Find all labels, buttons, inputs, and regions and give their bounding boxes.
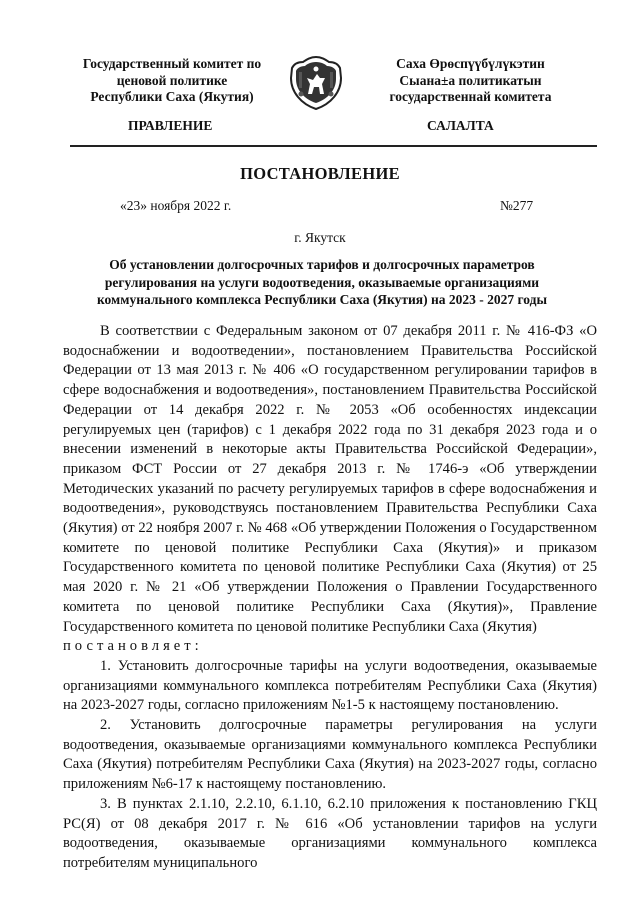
title-line-3: коммунального комплекса Республики Саха (Якутия) на 2023 - 2027 годы [96, 292, 548, 307]
header-divider [70, 145, 597, 147]
document-title [88, 256, 556, 309]
header-right-block [368, 56, 573, 106]
document-city: г. Якутск [294, 230, 346, 245]
header-right-line-2: Сыана±а политикатын [399, 72, 542, 88]
resolves-line [63, 637, 597, 657]
document-date: «23» ноября 2022 г. [120, 198, 232, 213]
header-left-line-1: Государственный комитет по [82, 56, 262, 71]
item-1-paragraph: 1. Установить долгосрочные тарифы на услуги водоотведения, оказываемые организациями коммунального комплекса потребителям Республики Саха (Якутия) на 2023-2027 годы, согласно приложениям №1-5 к настоящему постановлению. [63, 657, 597, 714]
item-2-paragraph: 2. Установить долгосрочные параметры регулирования на услуги водоотведения, оказываемые организациями коммунального комплекса Республики Саха (Якутия) потребителям Республики Саха (Якутия) на 2023-2027 годы, согласно приложениям №6-17 к настоящему постановлению. [63, 717, 597, 793]
coat-of-arms-icon [286, 54, 346, 112]
board-label-sakha: САЛАЛТА [427, 118, 494, 133]
board-label-ru: ПРАВЛЕНИЕ [128, 118, 213, 133]
title-line-2: регулирования на услуги водоотведения, оказываемые организациями [104, 274, 540, 290]
document-number: №277 [500, 198, 534, 213]
resolves-text: постановляет: [63, 638, 203, 655]
header-left-block [72, 56, 272, 106]
title-line-1: Об установлении долгосрочных тарифов и долгосрочных параметров [109, 257, 535, 272]
item-3-paragraph: 3. В пунктах 2.1.10, 2.2.10, 6.1.10, 6.2.10 приложения к постановлению ГКЦ РС(Я) от 08 декабря 2017 г. № 616 «Об установлении тарифов на услуги водоотведения, оказываемые организациями коммунального комплекса потребителям муниципального [63, 795, 597, 871]
document-type: ПОСТАНОВЛЕНИЕ [240, 164, 400, 183]
header-right-line-3: государственнай комитета [389, 89, 552, 104]
header-left-line-3: Республики Саха (Якутия) [90, 89, 254, 104]
header-right-line-1: Саха Өрөспүүбүлүкэтин [396, 56, 545, 71]
header-left-line-2: ценовой политике [116, 72, 228, 88]
preamble-paragraph: В соответствии с Федеральным законом от 07 декабря 2011 г. № 416-ФЗ «О водоснабжении и водоотведении», постановлением Правительства Российской Федерации от 13 мая 2013 г. № 406 «О государственном регулировании тарифов в сфере водоснабжения и водоотведения», постановлением Правительства Российской Федерации от 14 декабря 2022 г. № 2053 «Об особенностях индексации регулируемых цен (тарифов) с 1 декабря 2022 года по 31 декабря 2023 года и о внесении изменений в некоторые акты Правительства Российской Федерации», приказом ФСТ России от 27 декабря 2013 г. № 1746-э «Об утверждении Методических указаний по расчету регулируемых тарифов в сфере водоснабжения и водоотведения», руководствуясь постановлением Правительства Республики Саха (Якутия) от 22 ноября 2007 г. № 468 «Об утверждении Положения о Государственном комитете по ценовой политике Республики Саха (Якутия)» и приказом Государственного комитета по ценовой политике Республики Саха (Якутия) от 25 мая 2020 г. № 21 «Об утверждении Положения о Правлении Государственного комитета по ценовой политике Республики Саха (Якутия)», Правление Государственного комитета по ценовой политике Республики Саха (Якутия) [63, 323, 597, 635]
document-body [63, 322, 597, 874]
